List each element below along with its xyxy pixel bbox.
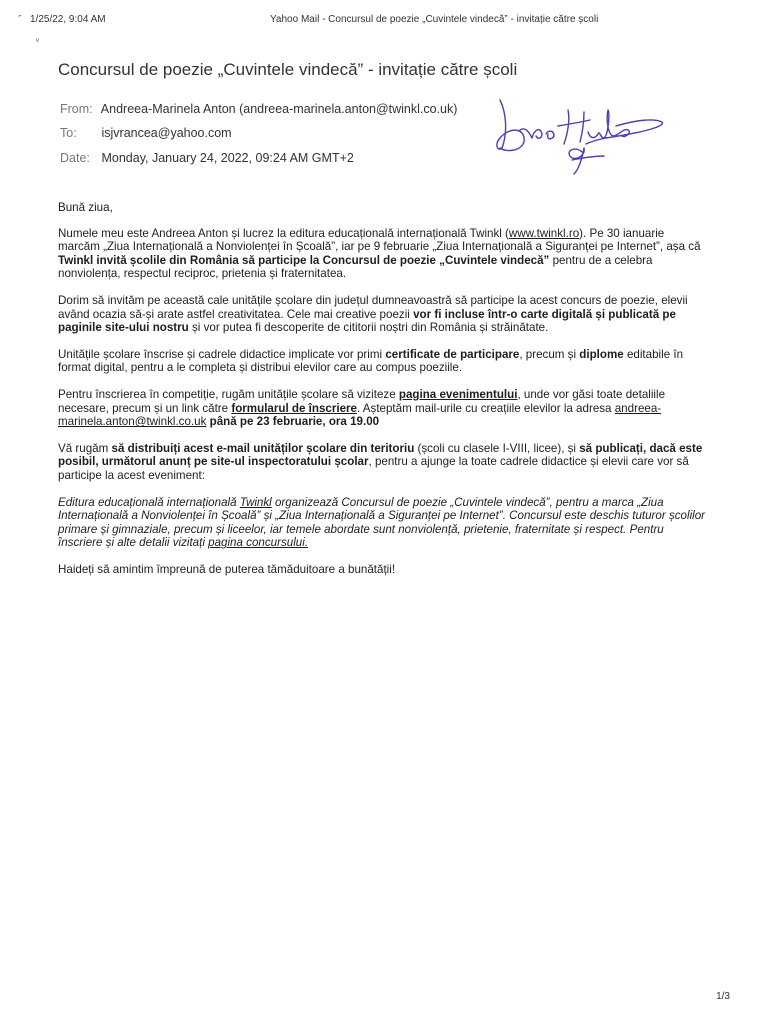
event-page-link[interactable]: pagina evenimentului <box>398 387 518 401</box>
bold-text: Twinkl invită școlile din România să participe la Concursul de poezie „Cuvintele vindecă” <box>58 253 550 267</box>
email-to-row <box>60 126 232 140</box>
paragraph-closing: Haideți să amintim împreună de puterea tămăduitoare a bunătății! <box>58 562 396 576</box>
text: (școli cu clasele I-VIII, licee), și <box>414 441 580 455</box>
text: , pentru a ajunge la toate cadrele didactice și elevii care vor să participe la acest eveniment: <box>58 455 689 482</box>
text: ). Pe 30 ianuarie marcăm „Ziua Internațională a Nonviolenței în Școală”, iar pe 9 februarie „Ziua Internațională a Siguranței pe Internet”, așa că <box>58 226 701 254</box>
bold-text: certificate de participare <box>385 347 520 361</box>
text: Numele meu este Andreea Anton și lucrez la editura educațională internațională Twinkl ( <box>58 226 509 240</box>
email-subject: Concursul de poezie „Cuvintele vindecă” - invitație către școli <box>58 60 518 79</box>
bold-text: să publicați, dacă este posibil, următorul anunț pe site-ul inspectoratului școlar <box>58 441 703 469</box>
text: și vor putea fi descoperite de cititorii noștri din România și străinătate. <box>188 321 549 335</box>
text: organizează Concursul de poezie „Cuvintele vindecă”, pentru a marca „Ziua Internațională a Nonviolenței în Școală” și „Ziua Internațională a Siguranței pe Internet”. Concursul este deschis tuturor școlilor primare și gimnaziale, precum și liceelor, iar temele abordate sunt nonviolență, prietenie, fraternitate și respect. Pentru înscriere și alte detalii vizitați <box>58 495 706 550</box>
page-number: 1/3 <box>716 991 730 1002</box>
text: Vă rugăm <box>58 441 112 455</box>
from-value: Andreea-Marinela Anton (andreea-marinela.anton@twinkl.co.uk) <box>100 102 458 116</box>
corner-mark-2: ᵛ <box>36 36 39 46</box>
text: , precum și <box>519 347 580 361</box>
to-label: To: <box>60 126 77 140</box>
print-header <box>0 14 768 28</box>
text: , unde vor găsi toate detaliile necesare, precum și un link către <box>58 387 666 415</box>
text: pentru de a celebra nonviolența, respectul reciproc, prietenia și fraternitatea. <box>58 253 653 281</box>
bold-text: să distribuiți acest e-mail unităților școlare din teritoriu <box>111 441 415 455</box>
contest-page-link[interactable]: pagina concursului. <box>208 536 309 550</box>
date-label: Date: <box>60 151 90 165</box>
text: editabile în format digital, pentru a le completa și distribui elevilor care au compus poeziile. <box>58 347 684 375</box>
text: Dorim să invităm pe această cale unitățile școlare din județul dumneavoastră să participe la acest concurs de poezie, elevii având ocazia să-și arate astfel creativitatea. Cele mai creative poezii <box>58 293 688 321</box>
twinkl-site-link[interactable]: www.twinkl.ro <box>508 226 580 240</box>
email-from-row <box>60 102 457 116</box>
date-value: Monday, January 24, 2022, 09:24 AM GMT+2 <box>101 151 354 165</box>
print-datetime: 1/25/22, 9:04 AM <box>30 14 106 25</box>
paragraph-certificates <box>58 348 708 375</box>
email-address-link[interactable]: andreea-marinela.anton@twinkl.co.uk <box>58 401 662 429</box>
twinkl-link[interactable]: Twinkl <box>239 495 272 509</box>
registration-form-link[interactable]: formularul de înscriere <box>231 401 357 415</box>
paragraph-announcement <box>58 496 708 550</box>
corner-mark: ˝ <box>18 14 21 24</box>
from-label: From: <box>60 102 93 116</box>
text: Editura educațională internațională <box>58 495 240 509</box>
email-body <box>58 201 708 589</box>
handwritten-signature <box>486 90 676 180</box>
paragraph-registration <box>58 388 708 429</box>
paragraph-distribution <box>58 442 708 483</box>
paragraph-invitation <box>58 294 708 335</box>
bold-text: diplome <box>579 347 624 361</box>
to-value: isjvrancea@yahoo.com <box>101 126 232 140</box>
greeting: Bună ziua, <box>58 201 113 214</box>
email-date-row <box>60 151 354 165</box>
text: Unitățile școlare înscrise și cadrele didactice implicate vor primi <box>58 347 386 361</box>
bold-text: vor fi incluse într-o carte digitală și publicată pe paginile site-ului nostru <box>58 307 676 335</box>
print-title: Yahoo Mail - Concursul de poezie „Cuvintele vindecă” - invitație către școli <box>270 14 599 25</box>
paragraph-intro <box>58 227 708 281</box>
bold-text: până pe 23 februarie, ora 19.00 <box>206 415 380 429</box>
text: . Așteptăm mail-urile cu creațiile elevilor la adresa <box>356 401 615 415</box>
text: Pentru înscrierea în competiție, rugăm unitățile școlare să viziteze <box>58 387 399 401</box>
